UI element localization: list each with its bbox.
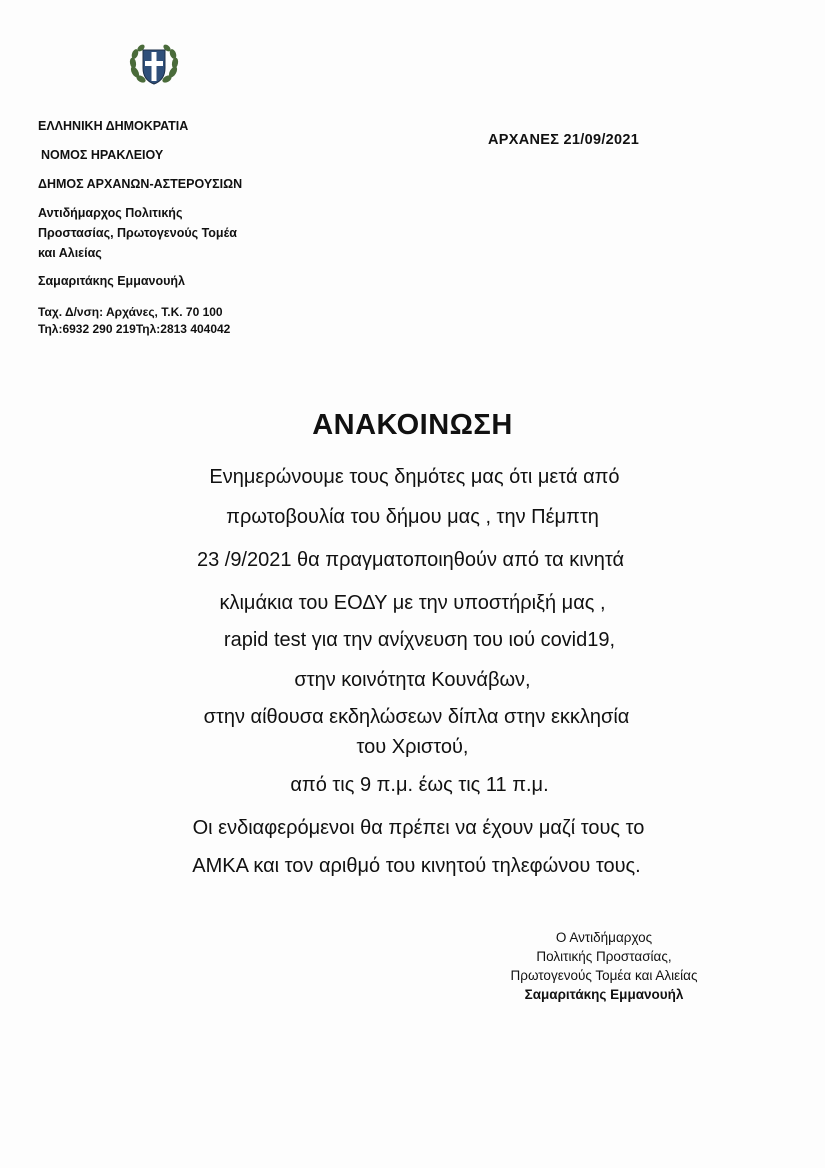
sender-block bbox=[38, 118, 358, 338]
sender-phones: Τηλ:6932 290 219Τηλ:2813 404042 bbox=[38, 322, 231, 336]
signature-name: Σαμαριτάκης Εμμανουήλ bbox=[524, 987, 684, 1002]
sender-role-line: και Αλιείας bbox=[38, 246, 102, 260]
body-line: κλιμάκια του ΕΟΔΥ με την υποστήριξή μας , bbox=[219, 592, 606, 614]
body-line: από τις 9 π.μ. έως τις 11 π.μ. bbox=[290, 774, 549, 796]
municipality-name: ΔΗΜΟΣ ΑΡΧΑΝΩΝ-ΑΣΤΕΡΟΥΣΙΩΝ bbox=[38, 177, 243, 191]
sender-role-line: Αντιδήμαρχος Πολιτικής bbox=[38, 206, 183, 220]
sender-role bbox=[38, 203, 358, 263]
signature-block bbox=[470, 928, 738, 1004]
signature-title-line: Ο Αντιδήμαρχος bbox=[555, 930, 653, 945]
greek-coat-of-arms-icon bbox=[126, 42, 182, 88]
body-line: στην αίθουσα εκδηλώσεων δίπλα στην εκκλησία bbox=[203, 706, 630, 728]
country-name: ΕΛΛΗΝΙΚΗ ΔΗΜΟΚΡΑΤΙΑ bbox=[38, 119, 189, 133]
body-line: Ενημερώνουμε τους δημότες μας ότι μετά από bbox=[209, 466, 620, 488]
body-line: του Χριστού, bbox=[356, 736, 469, 758]
body-line: 23 /9/2021 θα πραγματοποιηθούν από τα κινητά bbox=[196, 549, 625, 571]
signature-title-line: Πρωτογενούς Τομέα και Αλιείας bbox=[510, 968, 698, 983]
body-line: στην κοινότητα Κουνάβων, bbox=[294, 669, 531, 691]
prefecture-name: ΝΟΜΟΣ ΗΡΑΚΛΕΙΟΥ bbox=[41, 148, 164, 162]
announcement-title: ΑΝΑΚΟΙΝΩΣΗ bbox=[312, 409, 513, 441]
body-line: rapid test για την ανίχνευση του ιού covid19, bbox=[223, 629, 616, 651]
sender-name: Σαμαριτάκης Εμμανουήλ bbox=[38, 274, 185, 288]
body-line: πρωτοβουλία του δήμου μας , την Πέμπτη bbox=[226, 506, 599, 528]
signature-title-line: Πολιτικής Προστασίας, bbox=[536, 949, 672, 964]
sender-address: Ταχ. Δ/νση: Αρχάνες, Τ.Κ. 70 100 bbox=[38, 305, 223, 319]
sender-role-line: Προστασίας, Πρωτογενούς Τομέα bbox=[38, 226, 237, 240]
body-line: Οι ενδιαφερόμενοι θα πρέπει να έχουν μαζί τους το bbox=[192, 817, 645, 839]
place-and-date: ΑΡΧΑΝΕΣ 21/09/2021 bbox=[488, 132, 640, 148]
body-line: ΑΜΚΑ και τον αριθμό του κινητού τηλεφώνου τους. bbox=[192, 855, 641, 877]
